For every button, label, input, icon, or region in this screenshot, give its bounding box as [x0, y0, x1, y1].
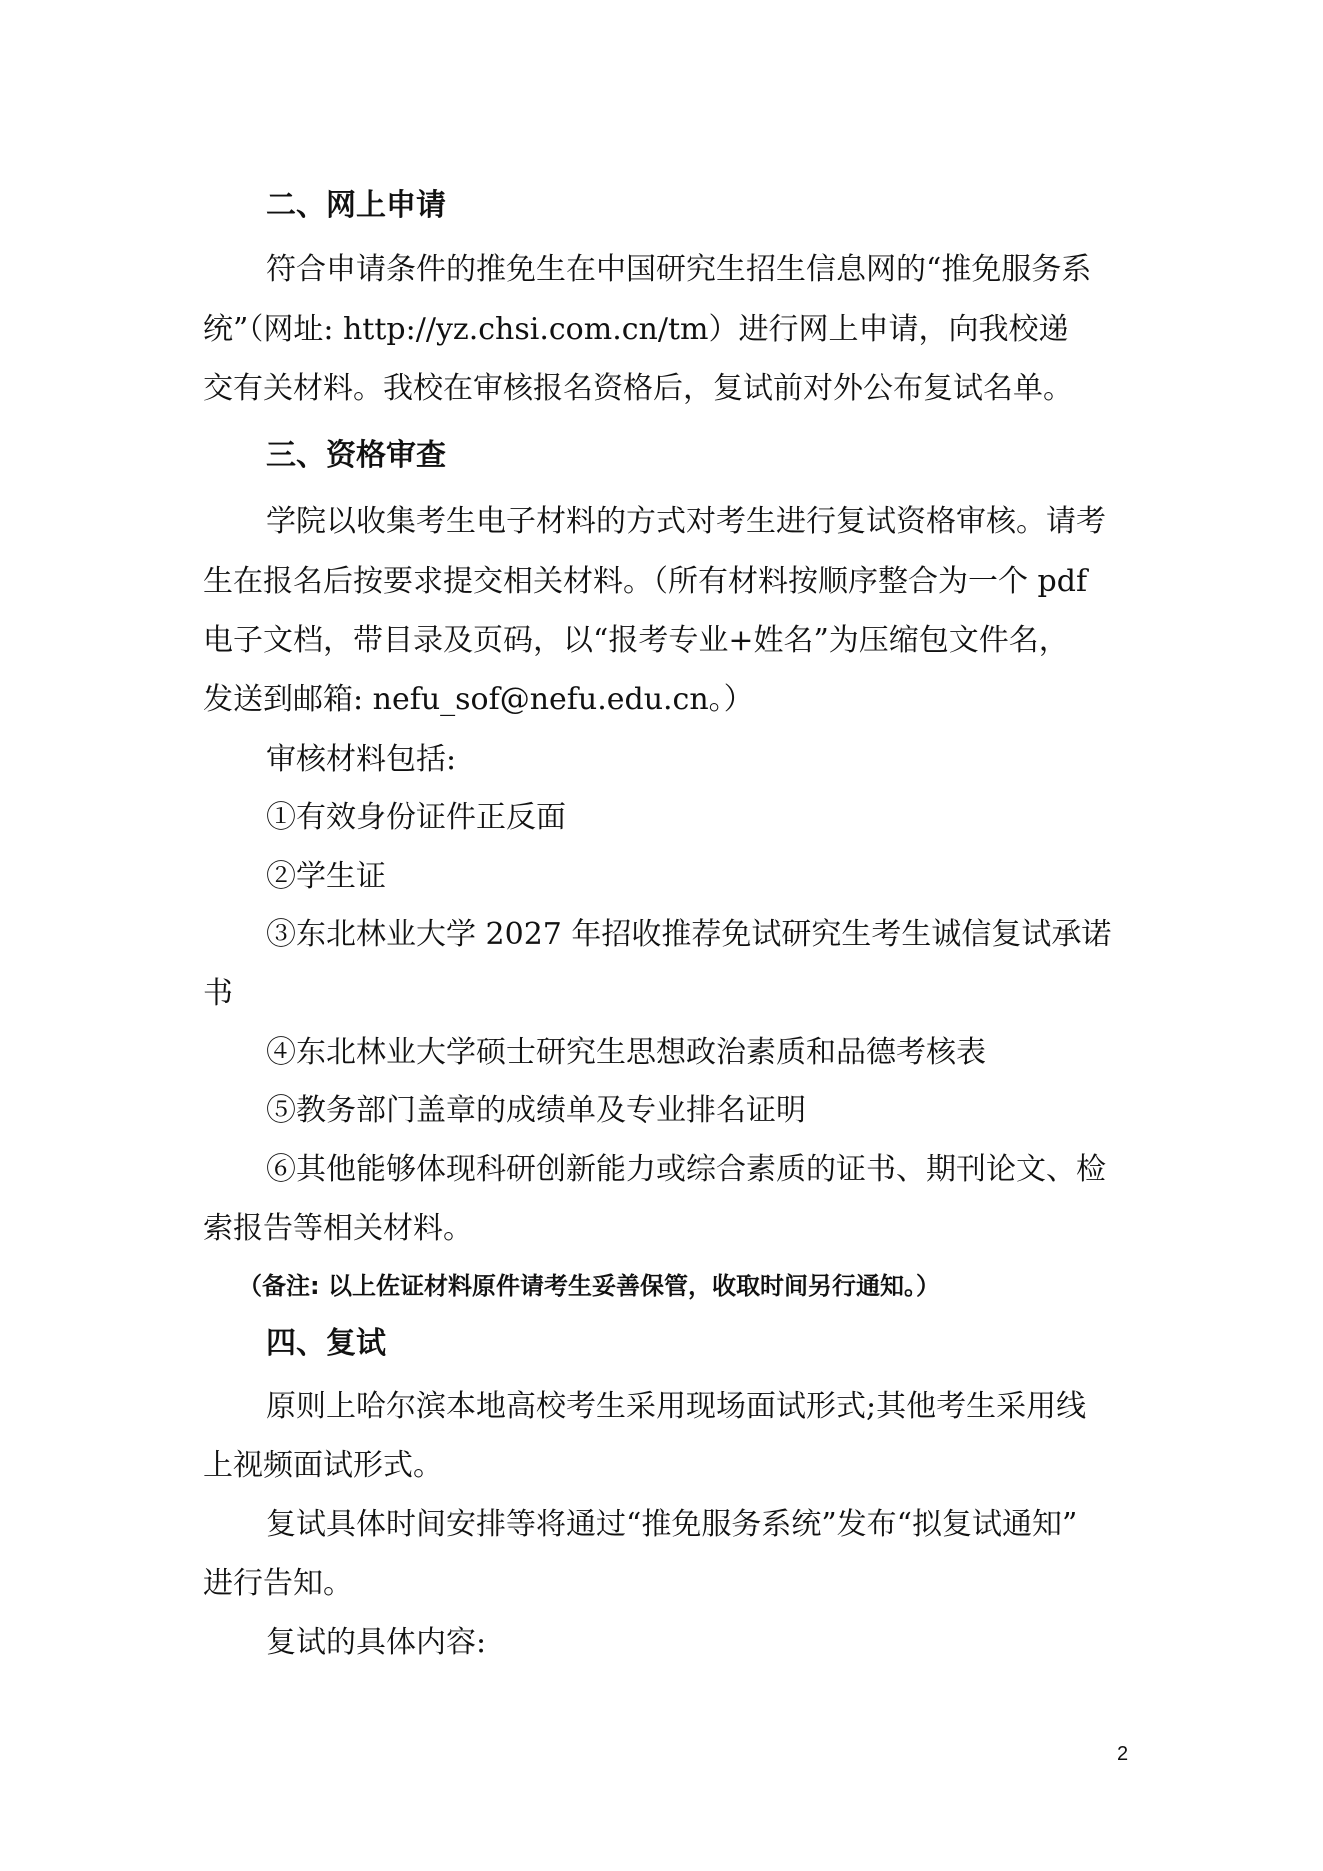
paragraph-line: 进行告知。 — [203, 1566, 353, 1601]
page-number: 2 — [1117, 1743, 1129, 1765]
material-item: ③东北林业大学 2027 年招收推荐免试研究生考生诚信复试承诺 — [266, 917, 1112, 952]
section-heading-online-application: 二、网上申请 — [266, 188, 446, 223]
material-item: ②学生证 — [266, 859, 386, 894]
paragraph-line: 原则上哈尔滨本地高校考生采用现场面试形式;其他考生采用线 — [266, 1389, 1087, 1424]
paragraph-line: 统”（网址: http://yz.chsi.com.cn/tm）进行网上申请，向我校递 — [203, 312, 1069, 347]
section-heading-reexamination: 四、复试 — [266, 1326, 386, 1361]
paragraph-line: 生在报名后按要求提交相关材料。（所有材料按顺序整合为一个 pdf — [203, 564, 1088, 599]
paragraph-line: 学院以收集考生电子材料的方式对考生进行复试资格审核。请考 — [266, 504, 1106, 539]
paragraph-line: 交有关材料。我校在审核报名资格后，复试前对外公布复试名单。 — [203, 371, 1073, 406]
paragraph-line: 发送到邮箱: nefu_sof@nefu.edu.cn。） — [203, 682, 754, 717]
paragraph-line: 复试具体时间安排等将通过“推免服务系统”发布“拟复试通知” — [266, 1507, 1078, 1542]
material-item: ⑤教务部门盖章的成绩单及专业排名证明 — [266, 1093, 806, 1128]
material-item: ⑥其他能够体现科研创新能力或综合素质的证书、期刊论文、检 — [266, 1152, 1106, 1187]
materials-intro: 审核材料包括: — [266, 742, 457, 777]
material-item-continuation: 索报告等相关材料。 — [203, 1211, 473, 1246]
paragraph-line: 上视频面试形式。 — [203, 1448, 443, 1483]
material-item: ④东北林业大学硕士研究生思想政治素质和品德考核表 — [266, 1035, 986, 1070]
paragraph-line: 复试的具体内容: — [266, 1625, 487, 1660]
material-item: ①有效身份证件正反面 — [266, 800, 566, 835]
material-item-continuation: 书 — [203, 976, 233, 1011]
note-remark: （备注: 以上佐证材料原件请考生妥善保管，收取时间另行通知。） — [238, 1272, 940, 1300]
paragraph-line: 符合申请条件的推免生在中国研究生招生信息网的“推免服务系 — [266, 252, 1092, 287]
section-heading-qualification-review: 三、资格审查 — [266, 438, 446, 473]
paragraph-line: 电子文档，带目录及页码，以“报考专业+姓名”为压缩包文件名， — [203, 623, 1069, 658]
